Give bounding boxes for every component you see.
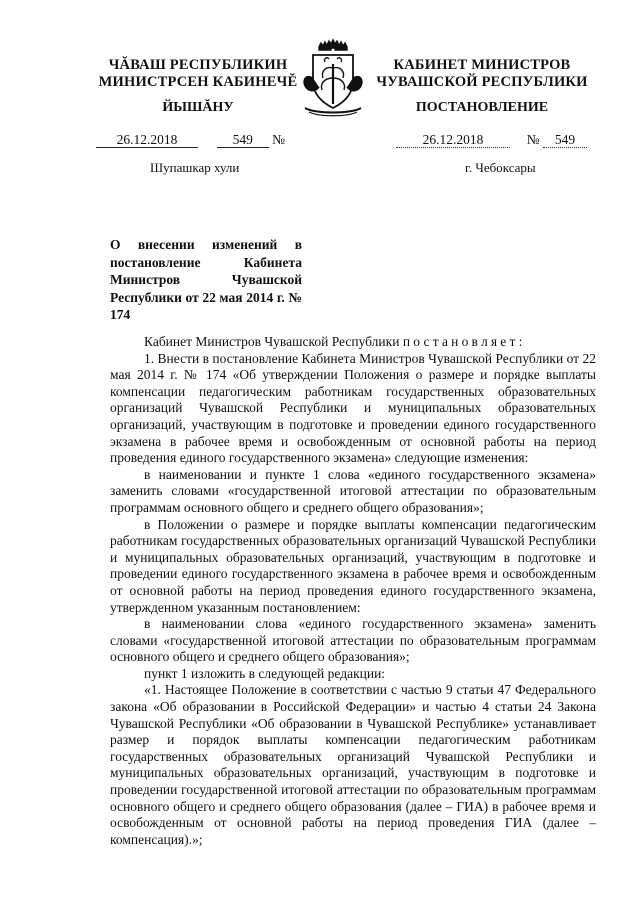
body-paragraph: 1. Внести в постановление Кабинета Министров Чувашской Республики от 22 мая 2014 г. № 174 «Об утверждении Положения о размере и порядке выплаты компенсации педагогическим работникам государственных образовательных организаций Чувашской Республики и муниципальных образовательных организаций, участвующим в подготовке и проведении единого государственного экзамена в рабочее время и освобожденным от основной работы на период проведения единого государственного экзамена» следующие изменения:: [110, 350, 596, 466]
right-city: г. Чебоксары: [465, 160, 536, 175]
body-paragraph: «1. Настоящее Положение в соответствии с частью 9 статьи 47 Федерального закона «Об образовании в Российской Федерации» и частью 4 статьи 24 Закона Чувашской Республики «Об образовании в Чувашской Республике» устанавливает размер и порядок выплаты компенсации педагогическим работникам государственных образовательных организаций Чувашской Республики и муниципальных образовательных организаций, участвующим в подготовке и проведении государственной итоговой аттестации по образовательным программам основного общего и среднего общего образования (далее – ГИА) в рабочее время и освобожденным от основной работы на период проведения ГИА (далее – компенсация).»;: [110, 682, 596, 847]
intro-resolves: постановляет:: [402, 334, 526, 349]
right-header-line1: КАБИНЕТ МИНИСТРОВ: [393, 57, 571, 73]
right-doctype: ПОСТАНОВЛЕНИЕ: [415, 100, 549, 115]
document-title: О внесении изменений в постановление Кабинета Министров Чувашской Республики от 22 мая 2014 г. № 174: [110, 237, 302, 322]
right-date-number: [396, 132, 587, 148]
right-header-line2: ЧУВАШСКОЙ РЕСПУБЛИКИ: [376, 74, 588, 90]
right-header-ministry: [372, 57, 592, 91]
body-paragraph: пункт 1 изложить в следующей редакции:: [144, 665, 386, 681]
right-number-sign: №: [526, 132, 540, 147]
left-header-line1: ЧĂВАШ РЕСПУБЛИКИН: [108, 57, 288, 73]
document-body: [110, 334, 596, 848]
left-date: 26.12.2018: [96, 133, 198, 148]
right-date: 26.12.2018: [396, 133, 510, 148]
left-doctype: ЙЫШĂНУ: [162, 100, 234, 115]
intro-subject: Кабинет Министров Чувашской Республики: [144, 334, 400, 349]
body-intro: [110, 334, 596, 351]
left-header-line2: МИНИСТРСЕН КАБИНЕЧĔ: [98, 74, 298, 90]
left-number-sign: №: [272, 132, 286, 147]
body-paragraph: в наименовании и пункте 1 слова «единого государственного экзамена» заменить словами «государственной итоговой аттестации по образовательным программам основного общего и среднего общего образования»;: [110, 466, 596, 515]
left-header-ministry: [78, 57, 318, 91]
left-date-number: [96, 132, 285, 148]
left-number: 549: [217, 133, 269, 148]
left-city: Шупашкар хули: [150, 160, 240, 175]
body-paragraph: в наименовании слова «единого государственного экзамена» заменить словами «государственной итоговой аттестации по образовательным программам основного общего и среднего общего образования»;: [110, 616, 596, 665]
body-paragraph: в Положении о размере и порядке выплаты компенсации педагогическим работникам государственных образовательных организаций Чувашской Республики и муниципальных образовательных организаций, участвующим в подготовке и проведении единого государственного экзамена в рабочее время и освобожденным от основной работы на период проведения единого государственного экзамена, утвержденном указанным постановлением:: [110, 516, 596, 615]
right-number: 549: [543, 133, 587, 148]
